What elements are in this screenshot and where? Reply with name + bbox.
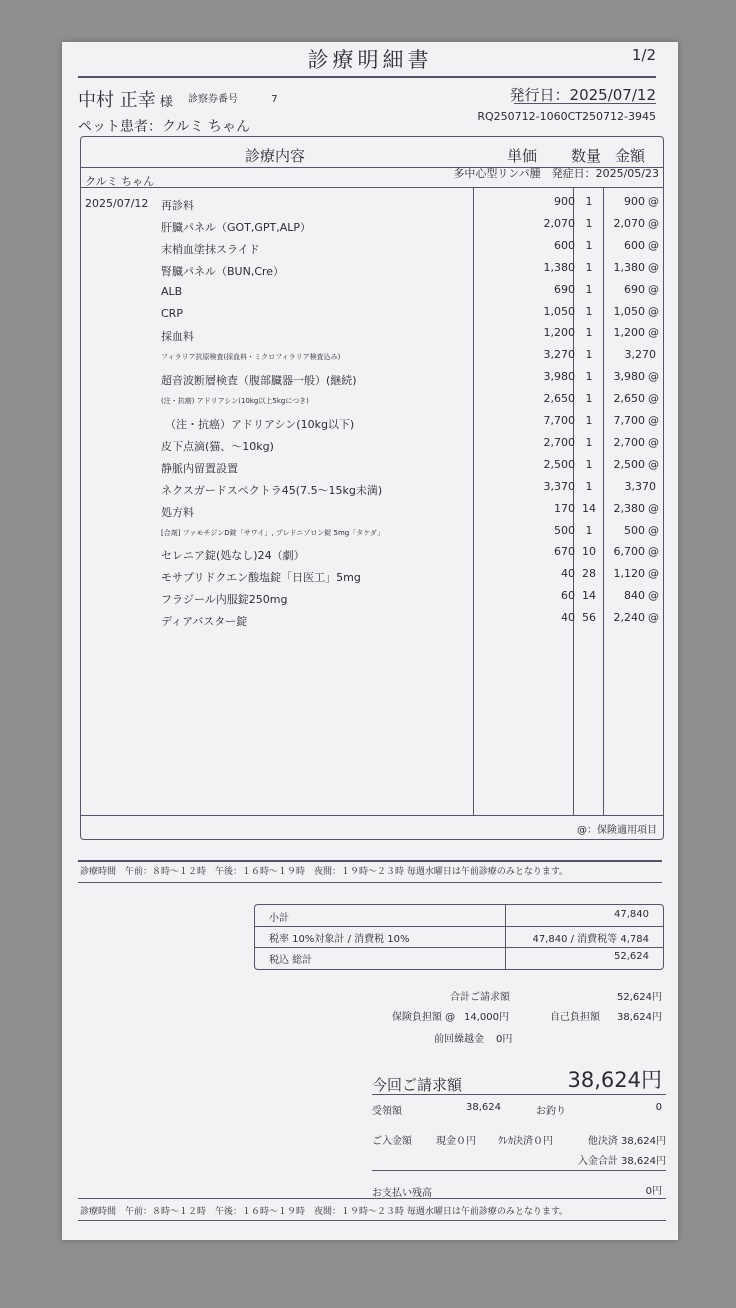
insurance-mark: @ [648,370,659,384]
tax-label: 税率 10%対象計 / 消費税 10% [269,934,410,945]
table-row [81,587,663,609]
item-name: ネクスガードスペクトラ45(7.5～15kg未満) [161,483,383,497]
item-amount-cell [605,414,659,427]
item-amount: 840 [624,589,645,603]
insurance-label: 保険負担額 @ [392,1012,456,1023]
clinic-hours: 診療時間 午前：８時～１２時 午後：１６時～１９時 夜間：１９時～２３時 毎週水曜日は午前診療のみとなります。 [80,867,569,877]
item-amount-cell [605,436,659,449]
item-amount: 900 [624,195,645,208]
item-quantity: 1 [585,348,593,362]
item-unit-price: 1,380 [543,260,575,274]
item-name: ALB [161,284,183,298]
item-quantity: 1 [585,479,593,493]
table-row [81,456,663,478]
item-amount: 1,120 [613,567,645,581]
insurance-mark: @ [648,260,659,274]
item-amount: 2,380 [613,501,645,515]
insurance-mark: @ [648,523,659,537]
reference-number: RQ250712-1060CT250712-3945 [477,110,656,123]
self-pay-value: 38,624円 [617,1012,662,1023]
item-amount: 2,070 [613,216,645,230]
deposit-total: 入金合計 38,624円 [577,1156,666,1167]
table-row [81,522,663,544]
item-name: 皮下点滴(猫、～10kg) [161,439,274,453]
item-quantity: 1 [585,457,593,471]
owner-suffix: 様 [159,95,173,110]
change-value: 0 [655,1102,662,1113]
hours-rule-bottom [78,882,662,883]
item-amount-cell [605,567,659,580]
table-row [81,237,663,259]
item-unit-price: 60 [561,589,575,603]
item-quantity: 14 [582,501,596,515]
patient-rule [81,187,663,188]
table-row [81,346,663,368]
deposit-label: ご入金額 [372,1136,412,1147]
item-quantity: 1 [585,195,593,208]
item-amount-cell [605,589,659,602]
item-name: [合剤] ファモチジンD錠「サワイ」, プレドニゾロン錠 5mg「タケダ」 [161,528,384,537]
item-unit-price: 900 [554,195,575,208]
grand-total-value: 52,624円 [617,992,662,1003]
item-amount: 2,500 [613,457,645,471]
table-row [81,609,663,631]
item-amount: 500 [624,523,645,537]
item-amount: 2,650 [613,392,645,406]
item-amount-cell [605,283,659,296]
item-name: フラジール内服錠250mg [161,593,288,607]
item-unit-price: 40 [561,567,575,581]
item-unit-price: 2,650 [543,392,575,406]
item-unit-price: 500 [554,523,575,537]
header-unit-price: 単価 [507,147,538,165]
item-amount: 2,700 [613,435,645,449]
item-amount: 1,200 [613,326,645,340]
item-name: 肝臓パネル（GOT,GPT,ALP） [161,220,312,234]
insurance-mark: @ [648,282,659,296]
insurance-mark: @ [648,195,659,208]
item-amount: 3,980 [613,370,645,384]
item-amount-cell [605,348,659,361]
item-name: フィラリア抗原検査(採血料・ミクロフィラリア検査込み) [161,353,341,362]
item-amount-cell [605,392,659,405]
item-unit-price: 2,070 [543,216,575,230]
item-amount: 1,380 [613,260,645,274]
card-number-value: 7 [271,94,278,105]
table-row [81,281,663,303]
item-name: 腎臓パネル（BUN,Cre） [161,264,285,278]
item-quantity: 1 [585,370,593,384]
tax-summary-box [254,904,664,970]
pet-patient: ペット患者：クルミ ちゃん [78,119,251,135]
item-amount: 2,240 [613,611,645,625]
received-value: 38,624 [466,1102,501,1113]
treatment-table [80,136,664,840]
item-name: 超音波断層検査（腹部臓器一般）(継続) [161,374,357,388]
deposit-cash: 現金０円 [436,1136,476,1147]
item-unit-price: 690 [554,282,575,296]
header-amount: 金額 [615,147,646,165]
item-amount-cell [605,524,659,537]
carryover-label: 前回繰越金 [434,1034,484,1045]
current-bill-label: 今回ご請求額 [372,1076,463,1094]
item-unit-price: 670 [554,545,575,559]
insurance-mark: @ [648,545,659,559]
item-amount-cell [605,611,659,624]
balance-label: お支払い残高 [372,1188,432,1199]
item-amount: 690 [624,282,645,296]
table-row [81,368,663,390]
table-row [81,412,663,434]
item-quantity: 10 [582,545,596,559]
insurance-mark: @ [648,326,659,340]
insurance-mark: @ [648,392,659,406]
item-quantity: 1 [585,282,593,296]
table-row [81,543,663,565]
statement-paper [62,42,678,1240]
item-name: 末梢血塗抹スライド [161,242,260,256]
owner-name-line [78,86,173,112]
item-amount-cell [605,370,659,383]
insurance-mark: @ [648,414,659,427]
subtotal-value: 47,840 [614,909,649,920]
insurance-mark: @ [648,611,659,625]
table-row [81,565,663,587]
table-row [81,259,663,281]
page-number: 1/2 [631,46,656,64]
balance-value: 0円 [645,1186,662,1197]
item-amount-cell [605,326,659,339]
title-rule [78,76,656,78]
item-unit-price: 2,700 [543,435,575,449]
item-quantity: 1 [585,326,593,340]
item-amount-cell [605,305,659,318]
item-amount: 600 [624,238,645,252]
item-quantity: 1 [585,304,593,318]
subtotal-label: 小計 [269,913,289,924]
item-name: 再診料 [161,199,194,212]
item-name: 処方料 [161,505,194,519]
item-amount-cell [605,545,659,558]
owner-name: 中村 正幸 [78,90,156,111]
item-unit-price: 3,980 [543,370,575,384]
insurance-mark: @ [648,567,659,581]
item-unit-price: 3,370 [543,479,575,493]
item-name: （注・抗癌）アドリアシン(10kg以下) [165,418,355,431]
table-row [81,434,663,456]
item-amount: 3,370 [624,479,656,493]
insurance-mark: @ [648,501,659,515]
patient-name: クルミ ちゃん [85,175,155,188]
item-amount-cell [605,261,659,274]
insurance-mark: @ [648,589,659,603]
item-amount-cell [605,458,659,471]
item-quantity: 56 [582,611,596,625]
item-quantity: 1 [585,523,593,537]
carryover-value: 0円 [496,1034,513,1045]
hours-rule-top [78,860,662,862]
deposit-rule [372,1170,666,1171]
item-unit-price: 3,270 [543,348,575,362]
item-amount: 7,700 [613,414,645,427]
table-row [81,390,663,412]
item-name: 採血料 [161,330,194,344]
insurance-mark: @ [648,435,659,449]
current-bill-rule [372,1094,666,1095]
insurance-mark: @ [648,304,659,318]
change-label: お釣り [536,1106,566,1117]
card-number [188,90,278,105]
item-quantity: 1 [585,216,593,230]
total-label: 税込 総計 [269,955,313,966]
subtotal-row [255,905,663,926]
item-name: ディアバスター錠 [161,615,248,629]
item-unit-price: 7,700 [543,414,575,427]
total-value: 52,624 [614,951,649,962]
document-title: 診療明細書 [307,48,433,72]
item-amount: 3,270 [624,348,656,362]
item-quantity: 1 [585,392,593,406]
table-row [81,193,663,215]
item-amount-cell [605,239,659,252]
item-amount-cell [605,502,659,515]
item-quantity: 28 [582,567,596,581]
item-quantity: 1 [585,414,593,427]
insurance-mark: @ [648,457,659,471]
insurance-footnote: @：保険適用項目 [577,825,657,836]
diagnosis: 多中心型リンパ腫 発症日：2025/05/23 [453,167,659,180]
insurance-mark: @ [648,238,659,252]
item-unit-price: 170 [554,501,575,515]
table-row [81,303,663,325]
item-quantity: 14 [582,589,596,603]
table-row [81,215,663,237]
current-bill-value: 38,624円 [567,1068,662,1092]
item-name: 静脈内留置設置 [161,461,238,475]
item-quantity: 1 [585,238,593,252]
received-label: 受領額 [372,1106,402,1117]
item-unit-price: 1,050 [543,304,575,318]
item-unit-price: 2,500 [543,457,575,471]
item-amount-cell [605,217,659,230]
item-amount-cell [605,480,659,493]
insurance-mark: @ [648,216,659,230]
table-row [81,500,663,522]
item-unit-price: 1,200 [543,326,575,340]
table-row [81,478,663,500]
item-name: セレニア錠(処なし)24（劇） [161,549,305,563]
tax-value: 47,840 / 消費税等 4,784 [532,934,649,945]
bottom-rule [78,1220,666,1221]
table-row [81,324,663,346]
item-name: モサプリドクエン酸塩錠「日医工」5mg [161,571,361,585]
insurance-value: 14,000円 [464,1012,509,1023]
item-name: CRP [161,306,183,320]
self-pay-label: 自己負担額 [550,1012,600,1023]
item-unit-price: 600 [554,238,575,252]
item-amount: 1,050 [613,304,645,318]
balance-rule [78,1198,666,1199]
header-quantity: 数量 [571,147,602,165]
tax-row [255,926,663,947]
card-number-label: 診察券番号 [188,94,238,105]
deposit-credit: ｸﾚｶ決済０円 [498,1136,553,1147]
clinic-hours-bottom: 診療時間 午前：８時～１２時 午後：１６時～１９時 夜間：１９時～２３時 毎週水曜日は午前診療のみとなります。 [80,1207,569,1217]
treatment-date: 2025/07/12 [85,197,149,210]
item-unit-price: 40 [561,611,575,625]
footnote-rule [81,815,663,816]
item-amount: 6,700 [613,545,645,559]
total-row [255,947,663,968]
deposit-other: 他決済 38,624円 [587,1136,666,1147]
header-content: 診療内容 [245,147,306,165]
item-amount-cell [605,195,659,208]
issue-date-rule [514,103,656,104]
item-quantity: 1 [585,260,593,274]
item-name: (注・抗癌) アドリアシン(10kg以上5kgにつき) [161,397,309,406]
item-quantity: 1 [585,435,593,449]
issue-date: 発行日：2025/07/12 [509,86,656,104]
grand-total-label: 合計ご請求額 [450,992,510,1003]
